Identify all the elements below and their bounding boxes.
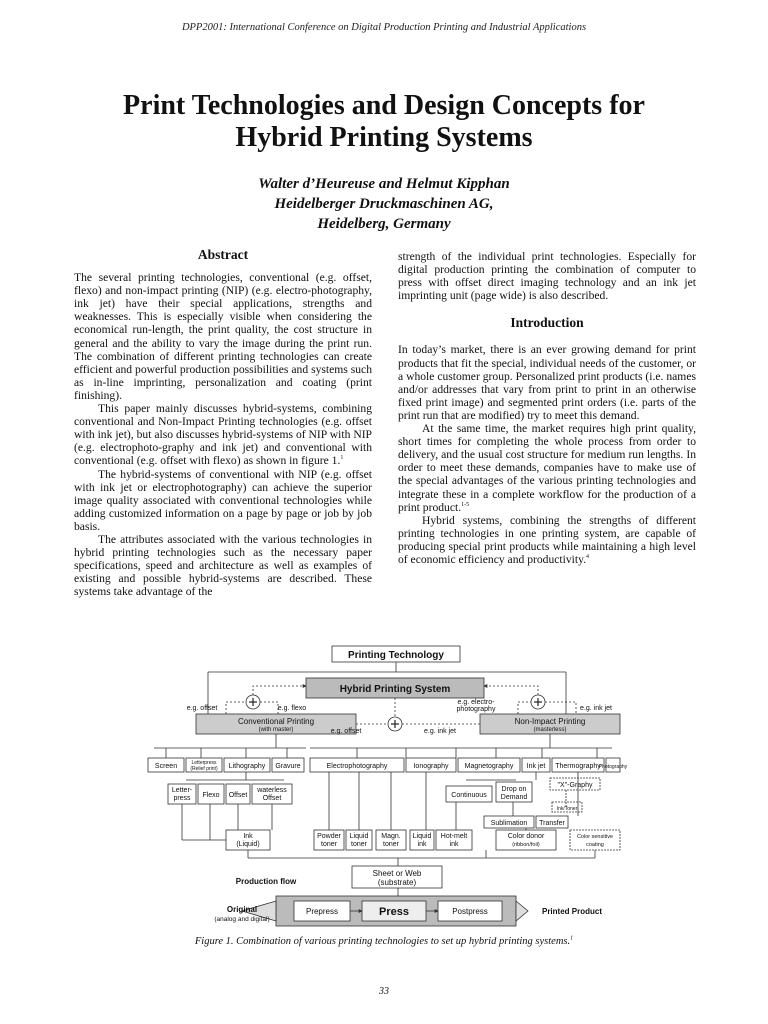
sub-press: press [173, 795, 191, 802]
bottom-color-donor: Color donor [507, 833, 545, 840]
left-column [74, 248, 372, 598]
label-dod-1: Drop on [501, 786, 527, 793]
sub-waterless: waterless [257, 787, 287, 794]
title-line-1: Print Technologies and Design Concepts for [123, 90, 645, 121]
right-column [398, 250, 696, 566]
intro-paragraph-2: At the same time, the market requires high print quality, short times for completing the whole process from order to delivery, and the usual cost structure for medium run lengths. In order to meet these demands, companies have to make use of the special advantages of the various printing technologies and integrate these in a complete workflow for the production of a print product.$^{1-5}$ [398, 422, 696, 514]
label-original: Original [226, 905, 258, 914]
figure-caption: Figure 1. Combination of various printing technologies to set up hybrid printing systems.$^1$ [194, 935, 574, 947]
label-prepress: Prepress [305, 907, 339, 916]
author-location: Heidelberg, Germany [317, 216, 451, 232]
label-press: Press [379, 906, 409, 918]
tech-letterpress-1: Letterpress [191, 760, 217, 766]
label-nip: Non-Impact Printing [514, 717, 586, 726]
abstract-heading: Abstract [197, 247, 249, 262]
tech-gravure: Gravure [275, 763, 301, 770]
page-number: 33 [379, 986, 389, 997]
abstract-paragraph-1: The several printing technologies, conventional (e.g. offset, flexo) and non-impact printing (NIP) (e.g. electro-photography, ink jet) have their special applications, strengths and weaknesses. This is especially visible when considering the economical run-length, the print quality, the cost structure in general and the ability to vary the image during the print run. The combination of different printing technologies can create efficient and powerful production possibilities and systems such as in-line imprinting, personalization and coating (print finishing). [74, 271, 372, 402]
label-production-flow: Production flow [235, 877, 297, 886]
bottom-hotmelt: Hot-melt [440, 833, 468, 840]
running-header: DPP2001: International Conference on Digital Production Printing and Industrial Applications [181, 22, 587, 33]
sub-waterless-offset: Offset [262, 795, 282, 802]
author-names: Walter d’Heureuse and Helmut Kipphan [258, 176, 510, 192]
bottom-magn: Magn. [381, 833, 401, 840]
bottom-liquid-toner: toner [351, 841, 367, 848]
abstract-paragraph-2: This paper mainly discusses hybrid-systems, combining conventional and Non-Impact Printing technologies (e.g. offset with ink jet), but also discusses hybrid-systems of NIP with NIP (e.g. electrophoto-graphy and ink jet) and conventional with conventional (e.g. offset with flexo) as shown in figure 1.$^1$ [74, 402, 372, 468]
citation-sup: 4 [586, 554, 590, 561]
bottom-hotmelt-ink: ink [449, 841, 459, 848]
label-transfer: Transfer [539, 820, 565, 827]
bottom-color-sensitive: Color sensitive [576, 834, 614, 840]
abstract-paragraph-3: The hybrid-systems of conventional with NIP (e.g. offset with ink jet or electrophotography) can achieve the superior image quality associated with conventional technologies while adding customized information on a page by page or job by job basis. [74, 467, 372, 533]
abstract-paragraph-5: strength of the individual print technologies. Especially for digital production printing the combination of computer to press with offset direct imaging technology and an ink jet imprinting unit (page wide) is also described. [398, 250, 696, 303]
bottom-liquid: (Liquid) [236, 841, 260, 848]
label-ink-toner: Ink/Toner [556, 806, 578, 812]
label-sheet-web: Sheet or Web [372, 869, 422, 878]
label-eg-offset: e.g. offset [186, 705, 218, 712]
bottom-powder: Powder [317, 833, 341, 840]
bottom-ink: Ink [243, 833, 253, 840]
label-eg-inkjet: e.g. ink jet [580, 705, 612, 712]
sub-flexo: Flexo [202, 792, 220, 799]
bottom-liquid-i: Liquid [412, 833, 432, 840]
label-eg-electro-2: photography [456, 706, 496, 713]
bottom-liquid-ink: ink [417, 841, 427, 848]
sub-letter: Letter- [171, 787, 193, 794]
label-eg-electro-1: e.g. electro- [457, 699, 495, 706]
tech-ionography: Ionography [413, 763, 449, 770]
author-affiliation: Heidelberger Druckmaschinen AG, [274, 196, 494, 212]
tech-photography: Photography [598, 764, 628, 770]
label-sublimation: Sublimation [490, 820, 528, 827]
bottom-ribbon: (ribbon/foil) [512, 842, 540, 848]
bottom-magn-toner: toner [383, 841, 399, 848]
label-continuous: Continuous [451, 792, 487, 799]
abstract-paragraph-4: The attributes associated with the various technologies in hybrid printing technologies such as the necessary paper specifications, speed and architecture as well as examples of existing and possible hybrid-systems are described. These systems take advantage of the [74, 532, 372, 599]
tech-thermography: Thermography [555, 763, 601, 770]
tech-letterpress-2: (Relief print) [190, 766, 218, 772]
sub-offset: Offset [228, 792, 248, 799]
label-conventional-sub: (with master) [258, 727, 294, 733]
label-eg-inkjet-center: e.g. ink jet [424, 728, 456, 735]
label-conventional: Conventional Printing [237, 717, 315, 726]
title-line-2: Hybrid Printing Systems [235, 122, 533, 153]
citation-sup: 1-5 [461, 501, 470, 508]
tech-magnetography: Magnetography [464, 763, 514, 770]
label-eg-offset-center: e.g. offset [330, 728, 362, 735]
tech-lithography: Lithography [228, 763, 266, 770]
author-block [100, 174, 668, 234]
tech-electrophotography: Electrophotography [326, 763, 388, 770]
label-original-sub: (analog and digital) [214, 916, 270, 923]
label-postpress: Postpress [452, 907, 488, 916]
label-printed-product: Printed Product [541, 907, 603, 916]
label-dod-2: Demand [500, 794, 528, 801]
introduction-heading: Introduction [510, 315, 584, 331]
figure-1-diagram [146, 640, 628, 930]
bottom-coating: coating [586, 842, 604, 848]
label-substrate: (substrate) [377, 878, 417, 887]
label-eg-flexo: e.g. flexo [277, 705, 307, 712]
label-xgraphy: "X"-Graphy [557, 782, 593, 789]
tech-inkjet: Ink jet [526, 763, 546, 770]
caption-sup: 1 [570, 935, 574, 942]
intro-paragraph-3: Hybrid systems, combining the strengths of different printing technologies in one printing system, are capable of producing special print products while maintaining a high level of economic efficiency and productivity.$^4$ [398, 513, 696, 566]
bottom-powder-toner: toner [321, 841, 337, 848]
bottom-liquid-t: Liquid [349, 833, 369, 840]
label-printing-technology: Printing Technology [348, 650, 444, 661]
label-nip-sub: (masterless) [533, 727, 567, 733]
intro-paragraph-1: In today’s market, there is an ever growing demand for print products that fit the special, individual needs of the customer, or a whole customer group. Personalized print products (i.e. names and/or addresses that vary from print to print in an otherwise fixed print image) and segmented print orders (i.e. parts of the print run that are modified) try to meet this demand. [398, 343, 696, 422]
label-hybrid-system: Hybrid Printing System [339, 684, 451, 695]
tech-screen: Screen [154, 763, 178, 770]
paper-title [40, 90, 728, 154]
citation-sup: 1 [340, 455, 344, 462]
